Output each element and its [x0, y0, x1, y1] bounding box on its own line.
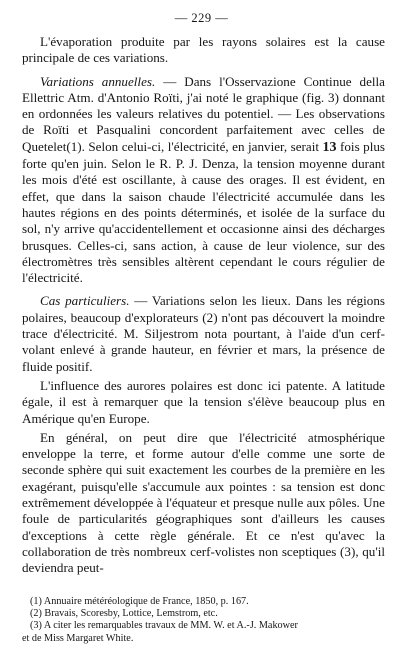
paragraph-en-general: En général, on peut dire que l'électricité atmosphérique enveloppe la terre, et forme autour d'elle comme une sorte de seconde sphère qui suit exactement les courbes de la première en les exagérant, puisqu'elle s'accumule aux pointes : sa tension est donc extrêmement développée à l'équateur et presque nulle aux pôles. Une foule de particularités géographiques sont d'ailleurs les causes d'exceptions à cette règle générale. Et ce n'est qu'avec la collaboration de très nombreux cerf-volistes non sceptiques (3), qu'il deviendra peut- [22, 429, 385, 576]
paragraph-evaporation: L'évaporation produite par les rayons solaires est la cause principale de ces variations. [22, 34, 385, 66]
footnotes [22, 596, 392, 645]
paragraph-aurores: L'influence des aurores polaires est donc ici patente. A latitude égale, il est à remarquer que la tension s'élève beaucoup plus en Amérique qu'en Europe. [22, 377, 385, 426]
footnote: (2) Bravais, Scoresby, Lottice, Lemstrom, etc. [30, 608, 218, 620]
paragraph-text: fois plus forte qu'en juin. Selon le R. P. J. Denza, la tension moyenne durant les mois d'été est oscillante, à cause des orages. Il est évident, en effet, que dans la saison chaude l'électricité accumulée dans les hautes régions en des points déterminés, et isolée de la surface du sol, n'y arrive qu'accidentellement et occasionne ainsi des décharges brusques. Celles-ci, sans action, à cause de leur violence, sur des électromètres très sensibles altèrent cependant le cours régulier de l'électricité. [22, 138, 386, 286]
paragraph-cas-particuliers [22, 293, 385, 374]
emphasized-number: 13 [322, 139, 337, 155]
paragraph-text: — Variations selon les lieux. Dans les régions polaires, beaucoup d'explorateurs (2) n'ont pas découvert la moindre trace d'électricité. M. Siljestrom nota pourtant, à l'aide d'un cerf-volant enlevé à grande hauteur, en février et mars, la présence de fluide positif. [22, 293, 385, 374]
body-text [22, 34, 385, 577]
page-number: — 229 — [174, 11, 229, 25]
footnote-continuation: et de Miss Margaret White. [22, 632, 134, 644]
section-heading-variations-annuelles: Variations annuelles. [40, 73, 156, 89]
footnote: (1) Annuaire météréologique de France, 1850, p. 167. [30, 596, 249, 607]
section-heading-cas-particuliers: Cas particuliers. [40, 293, 130, 309]
footnote: (3) A citer les remarquables travaux de MM. W. et A.-J. Makower [30, 620, 298, 632]
paragraph-variations-annuelles [22, 74, 385, 287]
paragraph-text: — Dans l'Osservazione Continue della Ellettric Atm. d'Antonio Roïti, j'ai noté le graphique (fig. 3) donnant en ordonnées les valeurs relatives du potentiel. — Les observations de Roïti et Pasqualini concordent parfaitement avec celles de Quetelet(1). Selon celui-ci, l'électricité, en janvier, serait [22, 73, 385, 154]
